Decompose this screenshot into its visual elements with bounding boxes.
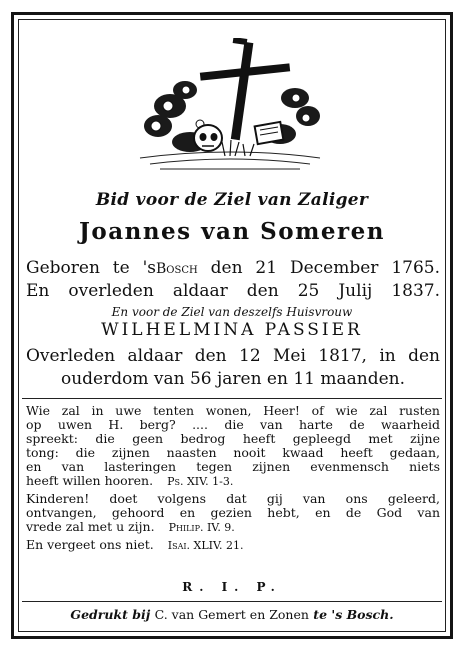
wife-age-line: ouderdom van 56 jaren en 11 maanden. xyxy=(60,369,406,389)
closing-text: En vergeet ons niet. xyxy=(26,537,154,552)
invocation-line: Bid voor de Ziel van Zaliger xyxy=(95,190,369,210)
verse-line: spreekt: die geen bedrog heeft gepleegd met zijne xyxy=(26,431,440,446)
skull-icon xyxy=(194,125,222,151)
closing-line xyxy=(26,538,440,553)
printer-place: te 's Bosch. xyxy=(313,607,394,622)
scripture-reference: Philip. IV. 9. xyxy=(168,521,235,534)
verse-line: op uwen H. berg? .... die van harte de waarheid xyxy=(26,417,440,432)
wife-death-line: Overleden aldaar den 12 Mei 1817, in den xyxy=(26,346,440,366)
verse-line-with-ref xyxy=(26,474,440,489)
birth-prefix: Geboren te 's xyxy=(26,258,156,278)
rip-inscription: R. I. P. xyxy=(182,580,282,594)
printer-credit xyxy=(22,607,442,622)
printer-name: C. van Gemert en Zonen xyxy=(154,607,309,622)
birth-line xyxy=(26,258,440,279)
verse-line: ontvangen, gehoord en gezien hebt, en de God van xyxy=(26,505,440,520)
wife-name: WILHELMINA PASSIER xyxy=(101,320,363,340)
scripture-reference: Ps. XIV. 1-3. xyxy=(167,475,234,488)
death-line: En overleden aldaar den 25 Julij 1837. xyxy=(26,281,440,301)
verse-line: Wie zal in uwe tenten wonen, Heer! of wie zal rusten xyxy=(26,403,440,418)
verse-text: vrede zal met u zijn. xyxy=(26,519,155,534)
book-icon xyxy=(255,122,284,144)
birth-date: den 21 December 1765. xyxy=(210,258,440,278)
deceased-name: Joannes van Someren xyxy=(78,218,386,245)
wife-invocation: En voor de Ziel van deszelfs Huisvrouw xyxy=(111,305,353,319)
verse-line: en van lasteringen tegen zijnen evenmensch niets xyxy=(26,459,440,474)
memorial-vignette-illustration xyxy=(130,38,330,170)
verse-text: heeft willen hooren. xyxy=(26,473,154,488)
divider-top xyxy=(22,398,442,399)
verse-line-with-ref xyxy=(26,520,440,535)
birth-place: Bosch xyxy=(156,261,198,277)
verse-line: tong: die zijnen naasten nooit kwaad heeft gedaan, xyxy=(26,445,440,460)
verse-line: Kinderen! doet volgens dat gij van ons geleerd, xyxy=(26,491,440,506)
printed-by-label: Gedrukt bij xyxy=(70,607,151,622)
divider-bottom xyxy=(22,601,442,602)
scripture-reference: Isai. XLIV. 21. xyxy=(167,539,244,552)
